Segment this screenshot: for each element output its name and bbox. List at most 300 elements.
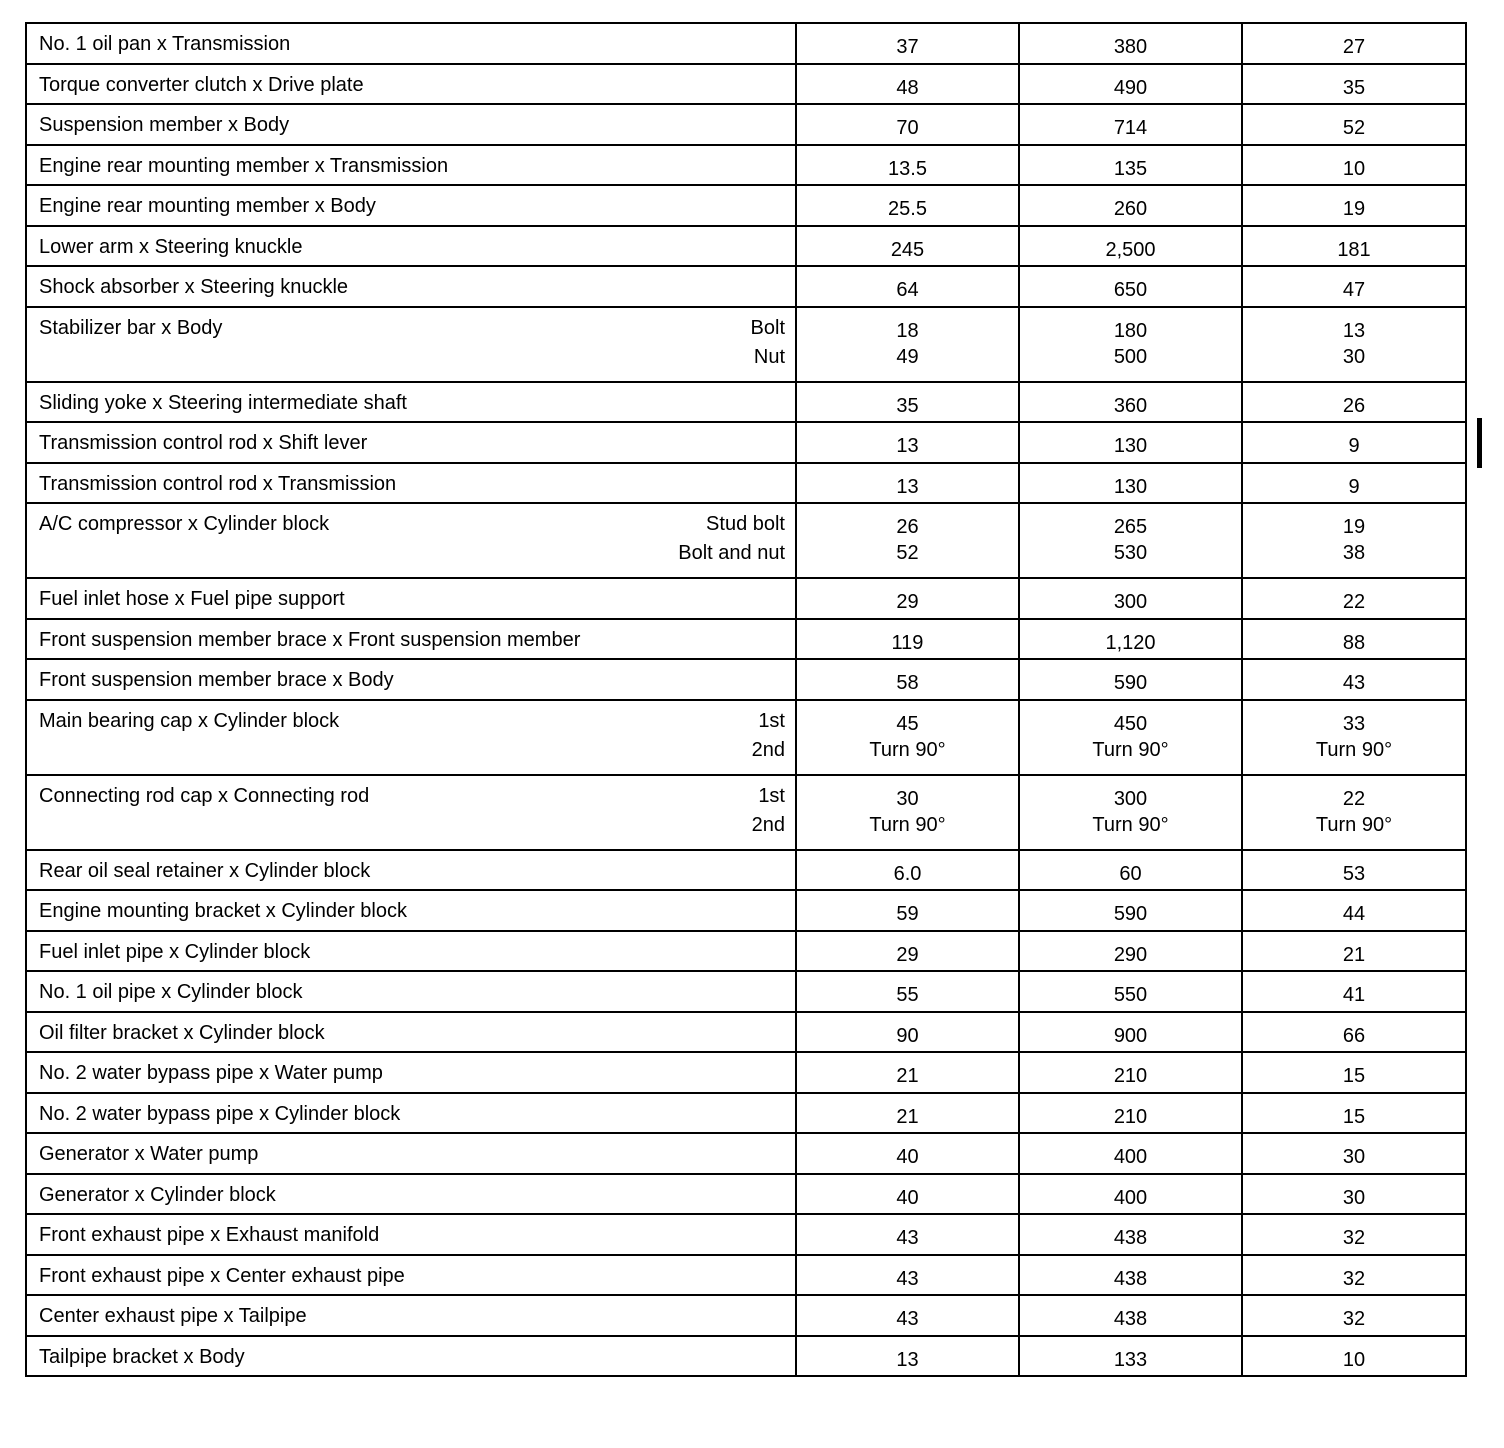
kgf-value: 590 <box>1113 672 1148 694</box>
part-line <box>39 383 785 415</box>
nm-value: 43 <box>896 1227 919 1249</box>
part-cell <box>26 775 796 850</box>
part-line <box>39 65 785 97</box>
part-name: Lower arm x Steering knuckle <box>39 235 303 258</box>
table-row <box>26 266 1466 307</box>
part-cell <box>26 1255 796 1296</box>
nm-cell <box>796 1174 1019 1215</box>
kgf-value: 265 <box>1113 516 1148 538</box>
kgf-cell <box>1019 307 1242 382</box>
part-line <box>39 308 785 340</box>
kgf-value: 530 <box>1113 542 1148 564</box>
part-line <box>39 851 785 883</box>
part-line <box>39 24 785 56</box>
part-line <box>39 660 785 692</box>
part-cell <box>26 1336 796 1377</box>
ftlbf-value: 43 <box>1342 672 1366 694</box>
part-name: Fuel inlet hose x Fuel pipe support <box>39 588 345 610</box>
part-name: No. 1 oil pipe x Cylinder block <box>39 981 303 1003</box>
nm-cell <box>796 850 1019 891</box>
table-row <box>26 307 1466 382</box>
nm-cell <box>796 1012 1019 1053</box>
kgf-value: 500 <box>1113 345 1148 368</box>
kgf-cell <box>1019 659 1242 700</box>
kgf-cell <box>1019 503 1242 578</box>
nm-value: 35 <box>896 394 919 417</box>
kgf-cell <box>1019 1174 1242 1215</box>
part-name: Front exhaust pipe x Exhaust manifold <box>39 1224 380 1246</box>
ftlbf-value: 21 <box>1342 943 1366 966</box>
kgf-cell <box>1019 104 1242 145</box>
ftlbf-value: 33 <box>1342 712 1366 735</box>
nm-cell <box>796 1336 1019 1377</box>
nm-cell <box>796 700 1019 775</box>
kgf-cell <box>1019 890 1242 931</box>
ftlbf-value: 27 <box>1342 36 1366 58</box>
table-row <box>26 971 1466 1012</box>
nm-value: 45 <box>896 712 919 735</box>
kgf-cell <box>1019 1214 1242 1255</box>
ftlbf-cell <box>1242 104 1466 145</box>
part-cell <box>26 971 796 1012</box>
part-cell <box>26 1012 796 1053</box>
table-row <box>26 1336 1466 1377</box>
kgf-value: 133 <box>1113 1348 1148 1371</box>
part-line <box>39 1337 785 1369</box>
table-row <box>26 1214 1466 1255</box>
nm-cell <box>796 1133 1019 1174</box>
part-name: A/C compressor x Cylinder block <box>39 513 330 535</box>
part-name: Sliding yoke x Steering intermediate shaft <box>39 391 407 414</box>
nm-value: 245 <box>890 238 925 261</box>
nm-value: 13 <box>896 475 919 498</box>
table-row <box>26 850 1466 891</box>
part-line <box>39 891 785 923</box>
part-name: Rear oil seal retainer x Cylinder block <box>39 859 371 882</box>
ftlbf-value: 10 <box>1342 1348 1366 1371</box>
table-row <box>26 23 1466 64</box>
part-cell <box>26 145 796 186</box>
table-row <box>26 463 1466 504</box>
part-line <box>39 620 785 652</box>
ftlbf-cell <box>1242 890 1466 931</box>
kgf-cell <box>1019 1255 1242 1296</box>
nm-cell <box>796 185 1019 226</box>
ftlbf-cell <box>1242 463 1466 504</box>
nm-value: 21 <box>896 1105 919 1128</box>
ftlbf-cell <box>1242 1174 1466 1215</box>
part-line <box>39 579 785 611</box>
table-row <box>26 578 1466 619</box>
ftlbf-cell <box>1242 382 1466 423</box>
part-name: Generator x Water pump <box>39 1143 259 1165</box>
nm-cell <box>796 619 1019 660</box>
part-name: Connecting rod cap x Connecting rod <box>39 784 370 807</box>
kgf-value: 260 <box>1113 198 1148 220</box>
ftlbf-cell <box>1242 307 1466 382</box>
fastener-label: 1st <box>758 709 785 732</box>
part-line <box>39 1053 785 1085</box>
nm-value: 29 <box>896 591 919 613</box>
ftlbf-value: 47 <box>1342 279 1366 301</box>
fastener-label: Bolt <box>750 316 785 339</box>
table-row <box>26 185 1466 226</box>
part-cell <box>26 307 796 382</box>
kgf-value: 360 <box>1113 394 1148 417</box>
kgf-value: 1,120 <box>1105 631 1156 654</box>
fastener-label: 1st <box>758 784 785 807</box>
nm-cell <box>796 23 1019 64</box>
part-cell <box>26 619 796 660</box>
ftlbf-cell <box>1242 266 1466 307</box>
part-cell <box>26 104 796 145</box>
part-cell <box>26 1174 796 1215</box>
torque-spec-table-body <box>26 23 1466 1376</box>
kgf-value: 210 <box>1113 1105 1148 1128</box>
kgf-value: 380 <box>1113 36 1148 58</box>
kgf-value: 450 <box>1113 712 1148 735</box>
part-cell <box>26 700 796 775</box>
ftlbf-cell <box>1242 185 1466 226</box>
nm-value: 40 <box>896 1146 919 1168</box>
table-row <box>26 931 1466 972</box>
kgf-cell <box>1019 971 1242 1012</box>
part-cell <box>26 422 796 463</box>
table-row <box>26 145 1466 186</box>
nm-cell <box>796 1214 1019 1255</box>
ftlbf-value: 19 <box>1342 198 1366 220</box>
part-name: Front suspension member brace x Body <box>39 669 394 691</box>
ftlbf-value: 41 <box>1342 984 1366 1006</box>
part-line <box>39 972 785 1004</box>
nm-value: 55 <box>896 984 919 1006</box>
nm-value: 6.0 <box>893 862 922 885</box>
nm-cell <box>796 307 1019 382</box>
kgf-value: 590 <box>1113 903 1148 925</box>
nm-cell <box>796 775 1019 850</box>
nm-value: 70 <box>896 117 919 139</box>
ftlbf-value: 10 <box>1342 157 1366 180</box>
nm-value: 40 <box>896 1186 919 1209</box>
part-cell <box>26 266 796 307</box>
kgf-cell <box>1019 578 1242 619</box>
nm-value: 13 <box>896 435 919 457</box>
ftlbf-value: 22 <box>1342 787 1366 810</box>
part-line <box>39 1256 785 1288</box>
ftlbf-value: 30 <box>1342 345 1366 368</box>
kgf-cell <box>1019 619 1242 660</box>
ftlbf-cell <box>1242 1133 1466 1174</box>
part-cell <box>26 463 796 504</box>
part-name: No. 1 oil pan x Transmission <box>39 33 291 55</box>
part-name: No. 2 water bypass pipe x Water pump <box>39 1062 383 1084</box>
kgf-value: 180 <box>1113 319 1148 342</box>
table-row <box>26 1012 1466 1053</box>
part-cell <box>26 931 796 972</box>
nm-cell <box>796 266 1019 307</box>
nm-cell <box>796 226 1019 267</box>
part-cell <box>26 890 796 931</box>
table-row <box>26 775 1466 850</box>
part-cell <box>26 23 796 64</box>
ftlbf-value: 9 <box>1348 475 1360 498</box>
ftlbf-value: 15 <box>1342 1065 1366 1087</box>
ftlbf-value: 9 <box>1348 435 1360 457</box>
part-cell <box>26 850 796 891</box>
table-row <box>26 503 1466 578</box>
kgf-cell <box>1019 64 1242 105</box>
kgf-value: 300 <box>1113 591 1148 613</box>
ftlbf-cell <box>1242 1093 1466 1134</box>
table-row <box>26 1174 1466 1215</box>
ftlbf-value: Turn 90° <box>1315 813 1393 836</box>
kgf-cell <box>1019 23 1242 64</box>
kgf-value: 714 <box>1113 117 1148 139</box>
nm-cell <box>796 104 1019 145</box>
nm-cell <box>796 931 1019 972</box>
part-name: Fuel inlet pipe x Cylinder block <box>39 940 311 963</box>
part-cell <box>26 1052 796 1093</box>
part-line <box>39 267 785 299</box>
nm-value: 43 <box>896 1267 919 1290</box>
part-name: Suspension member x Body <box>39 114 290 136</box>
ftlbf-value: 66 <box>1342 1024 1366 1047</box>
ftlbf-cell <box>1242 850 1466 891</box>
nm-value: 37 <box>896 36 919 58</box>
table-row <box>26 1093 1466 1134</box>
part-name: Tailpipe bracket x Body <box>39 1345 245 1368</box>
ftlbf-cell <box>1242 1052 1466 1093</box>
part-line <box>39 146 785 178</box>
kgf-cell <box>1019 185 1242 226</box>
nm-cell <box>796 1052 1019 1093</box>
part-name: Stabilizer bar x Body <box>39 316 223 339</box>
kgf-value: 400 <box>1113 1186 1148 1209</box>
part-name: Transmission control rod x Transmission <box>39 472 397 495</box>
ftlbf-value: 30 <box>1342 1186 1366 1209</box>
ftlbf-value: 32 <box>1342 1227 1366 1249</box>
part-line <box>39 1296 785 1328</box>
nm-cell <box>796 422 1019 463</box>
table-row <box>26 422 1466 463</box>
part-cell <box>26 382 796 423</box>
ftlbf-cell <box>1242 1295 1466 1336</box>
part-name: Generator x Cylinder block <box>39 1183 276 1206</box>
kgf-value: 60 <box>1119 862 1142 885</box>
ftlbf-cell <box>1242 700 1466 775</box>
part-cell <box>26 1093 796 1134</box>
kgf-value: 135 <box>1113 157 1148 180</box>
ftlbf-cell <box>1242 659 1466 700</box>
part-line <box>39 1134 785 1166</box>
ftlbf-value: 32 <box>1342 1308 1366 1330</box>
ftlbf-cell <box>1242 775 1466 850</box>
ftlbf-value: 15 <box>1342 1105 1366 1128</box>
kgf-cell <box>1019 850 1242 891</box>
ftlbf-value: 30 <box>1342 1146 1366 1168</box>
nm-value: 49 <box>896 345 919 368</box>
ftlbf-cell <box>1242 64 1466 105</box>
nm-cell <box>796 971 1019 1012</box>
part-cell <box>26 1214 796 1255</box>
ftlbf-value: 19 <box>1342 516 1366 538</box>
nm-cell <box>796 145 1019 186</box>
part-line <box>39 1215 785 1247</box>
part-name: Oil filter bracket x Cylinder block <box>39 1021 325 1044</box>
table-row <box>26 64 1466 105</box>
kgf-value: 550 <box>1113 984 1148 1006</box>
part-cell <box>26 578 796 619</box>
table-row <box>26 700 1466 775</box>
part-name: Front suspension member brace x Front suspension member <box>39 628 581 651</box>
table-row <box>26 1295 1466 1336</box>
nm-value: 58 <box>896 672 919 694</box>
nm-value: 52 <box>896 542 919 564</box>
kgf-value: 400 <box>1113 1146 1148 1168</box>
kgf-cell <box>1019 931 1242 972</box>
kgf-value: 900 <box>1113 1024 1148 1047</box>
table-row <box>26 104 1466 145</box>
ftlbf-cell <box>1242 931 1466 972</box>
nm-cell <box>796 382 1019 423</box>
kgf-value: 2,500 <box>1105 238 1156 261</box>
table-row <box>26 619 1466 660</box>
part-line <box>39 186 785 218</box>
table-row <box>26 226 1466 267</box>
ftlbf-value: 22 <box>1342 591 1366 613</box>
ftlbf-cell <box>1242 619 1466 660</box>
part-name: Shock absorber x Steering knuckle <box>39 276 349 298</box>
kgf-cell <box>1019 463 1242 504</box>
kgf-value: 490 <box>1113 76 1148 99</box>
nm-cell <box>796 64 1019 105</box>
ftlbf-cell <box>1242 1214 1466 1255</box>
part-name: Torque converter clutch x Drive plate <box>39 73 364 96</box>
part-name: Engine rear mounting member x Transmission <box>39 154 449 177</box>
part-name: Front exhaust pipe x Center exhaust pipe <box>39 1264 405 1287</box>
part-cell <box>26 1133 796 1174</box>
nm-value: 26 <box>896 516 919 538</box>
ftlbf-cell <box>1242 1012 1466 1053</box>
kgf-cell <box>1019 1336 1242 1377</box>
nm-cell <box>796 659 1019 700</box>
ftlbf-cell <box>1242 1255 1466 1296</box>
part-line <box>39 423 785 455</box>
kgf-cell <box>1019 775 1242 850</box>
table-row <box>26 382 1466 423</box>
ftlbf-value: 26 <box>1342 394 1366 417</box>
part-line <box>39 105 785 137</box>
nm-cell <box>796 503 1019 578</box>
kgf-value: Turn 90° <box>1092 813 1169 836</box>
ftlbf-value: Turn 90° <box>1315 738 1393 761</box>
fastener-label: 2nd <box>751 738 785 761</box>
kgf-cell <box>1019 1093 1242 1134</box>
nm-value: 18 <box>896 319 919 342</box>
ftlbf-value: 88 <box>1342 631 1366 654</box>
part-line <box>39 464 785 496</box>
part-line <box>39 1094 785 1126</box>
part-line <box>39 227 785 259</box>
kgf-value: 300 <box>1113 787 1148 810</box>
revision-bar <box>1477 418 1482 468</box>
kgf-cell <box>1019 1295 1242 1336</box>
nm-value: 25.5 <box>888 198 927 220</box>
part-name: Center exhaust pipe x Tailpipe <box>39 1305 307 1327</box>
nm-cell <box>796 578 1019 619</box>
part-name: Main bearing cap x Cylinder block <box>39 709 340 732</box>
nm-value: 48 <box>896 76 919 99</box>
kgf-value: 130 <box>1113 435 1148 457</box>
ftlbf-value: 181 <box>1337 238 1371 261</box>
ftlbf-value: 44 <box>1342 903 1366 925</box>
ftlbf-value: 38 <box>1342 542 1366 564</box>
kgf-value: Turn 90° <box>1092 738 1169 761</box>
part-line <box>39 776 785 808</box>
nm-value: 30 <box>896 787 919 810</box>
kgf-cell <box>1019 422 1242 463</box>
part-cell <box>26 1295 796 1336</box>
part-cell <box>26 185 796 226</box>
nm-value: 13 <box>896 1348 919 1371</box>
nm-value: 119 <box>891 631 924 654</box>
kgf-value: 438 <box>1113 1267 1148 1290</box>
nm-value: 59 <box>896 903 919 925</box>
part-name: No. 2 water bypass pipe x Cylinder block <box>39 1102 401 1125</box>
part-cell <box>26 64 796 105</box>
part-line <box>39 1175 785 1207</box>
nm-cell <box>796 463 1019 504</box>
ftlbf-cell <box>1242 23 1466 64</box>
kgf-cell <box>1019 1133 1242 1174</box>
ftlbf-cell <box>1242 503 1466 578</box>
kgf-value: 290 <box>1113 943 1148 966</box>
nm-cell <box>796 890 1019 931</box>
part-line <box>39 1013 785 1045</box>
part-name: Transmission control rod x Shift lever <box>39 432 368 454</box>
table-row <box>26 659 1466 700</box>
nm-value: 29 <box>896 943 919 966</box>
nm-value: Turn 90° <box>869 813 946 836</box>
ftlbf-value: 13 <box>1342 319 1366 342</box>
part-cell <box>26 659 796 700</box>
fastener-label: Stud bolt <box>706 513 785 535</box>
table-row <box>26 1052 1466 1093</box>
table-row <box>26 890 1466 931</box>
kgf-cell <box>1019 1012 1242 1053</box>
kgf-cell <box>1019 226 1242 267</box>
fastener-label: Bolt and nut <box>678 542 785 564</box>
kgf-value: 438 <box>1113 1308 1148 1330</box>
fastener-label: Nut <box>753 345 785 368</box>
ftlbf-value: 35 <box>1342 76 1366 99</box>
ftlbf-cell <box>1242 226 1466 267</box>
kgf-cell <box>1019 700 1242 775</box>
fastener-label: 2nd <box>751 813 785 836</box>
part-name: Engine rear mounting member x Body <box>39 195 376 217</box>
kgf-cell <box>1019 266 1242 307</box>
nm-cell <box>796 1255 1019 1296</box>
table-row <box>26 1255 1466 1296</box>
part-cell <box>26 503 796 578</box>
ftlbf-cell <box>1242 578 1466 619</box>
nm-value: 90 <box>896 1024 919 1047</box>
part-line <box>39 932 785 964</box>
nm-value: Turn 90° <box>869 738 946 761</box>
ftlbf-value: 52 <box>1342 117 1366 139</box>
table-row <box>26 1133 1466 1174</box>
kgf-value: 438 <box>1113 1227 1148 1249</box>
